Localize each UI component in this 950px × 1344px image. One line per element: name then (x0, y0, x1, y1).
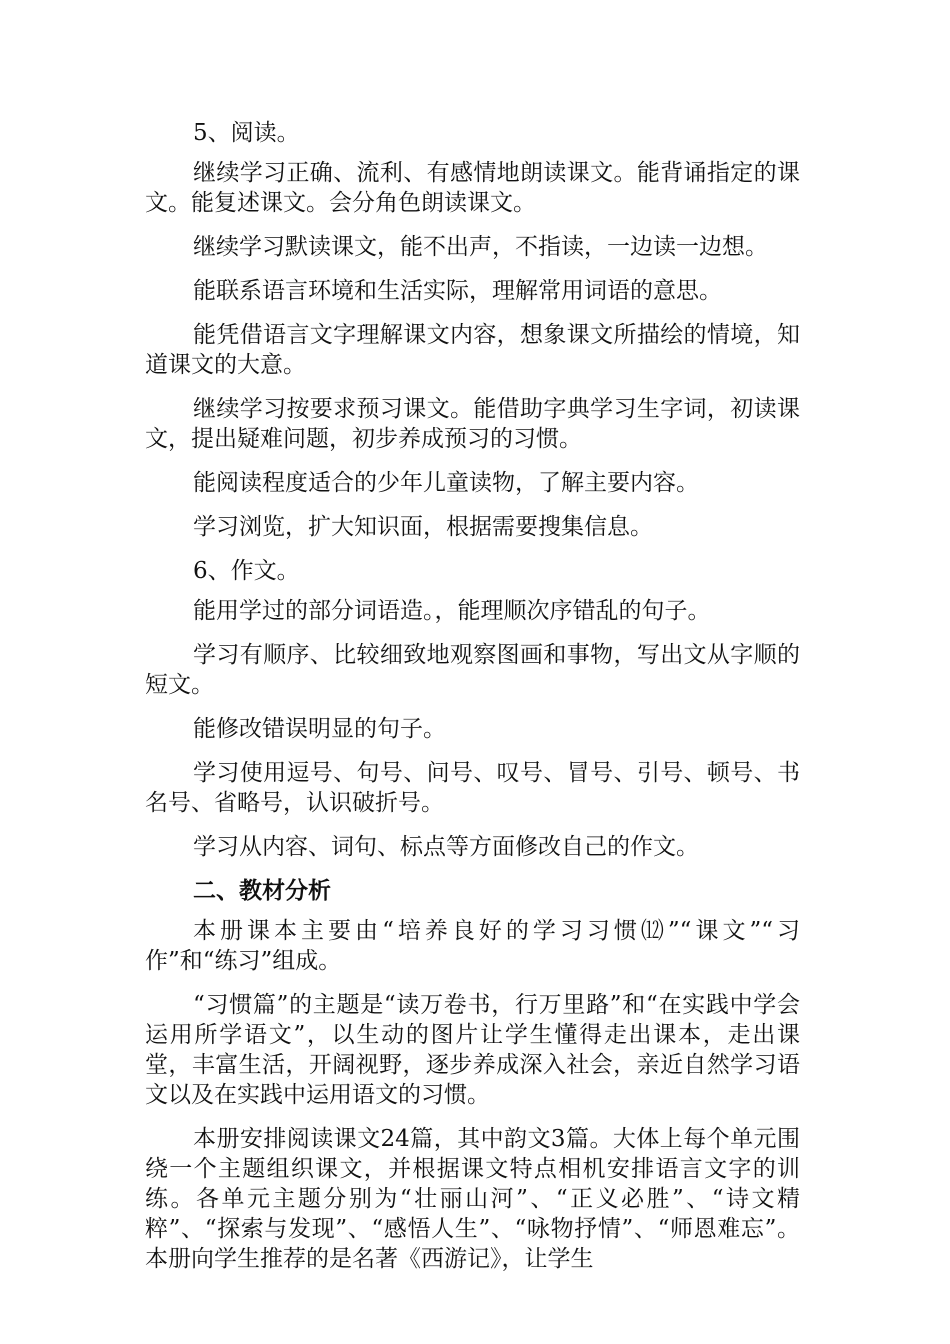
section-heading-reading: 5、阅读。 (193, 120, 300, 146)
body-paragraph: 能联系语言环境和生活实际，理解常用词语的意思。 (193, 278, 722, 304)
section-heading-textbook-analysis: 二、教材分析 (193, 878, 331, 904)
body-paragraph: 能用学过的部分词语造。，能理顺次序错乱的句子。 (193, 598, 711, 624)
body-paragraph: 本册课本主要由“培养良好的学习习惯⑿”“课文”“习作”和“练习”组成。 (145, 918, 800, 974)
body-paragraph: 学习使用逗号、句号、问号、叹号、冒号、引号、顿号、书名号、省略号，认识破折号。 (145, 760, 800, 816)
body-paragraph: 能修改错误明显的句子。 (193, 716, 446, 742)
body-paragraph: 能阅读程度适合的少年儿童读物，了解主要内容。 (193, 470, 699, 496)
body-paragraph: 继续学习默读课文，能不出声，不指读，一边读一边想。 (193, 234, 768, 260)
body-paragraph: 继续学习按要求预习课文。能借助字典学习生字词，初读课文，提出疑难问题，初步养成预习的习惯。 (145, 396, 800, 452)
body-paragraph: “习惯篇”的主题是“读万卷书，行万里路”和“在实践中学会运用所学语文”，以生动的图片让学生懂得走出课本，走出课堂，丰富生活，开阔视野，逐步养成深入社会，亲近自然学习语文以及在实践中运用语文的习惯。 (145, 992, 800, 1108)
body-paragraph: 本册安排阅读课文24篇，其中韵文3篇。大体上每个单元围绕一个主题组织课文，并根据课文特点相机安排语言文字的训练。各单元主题分别为“壮丽山河”、“正义必胜”、“诗文精粹”、“探索与发现”、“感悟人生”、“咏物抒情”、“师恩难忘”。本册向学生推荐的是名著《西游记》，让学生 (145, 1126, 800, 1272)
body-paragraph: 能凭借语言文字理解课文内容，想象课文所描绘的情境，知道课文的大意。 (145, 322, 800, 378)
body-paragraph: 学习从内容、词句、标点等方面修改自己的作文。 (193, 834, 699, 860)
document-body (145, 118, 800, 1288)
section-heading-composition: 6、作文。 (193, 558, 300, 584)
body-paragraph: 学习浏览，扩大知识面，根据需要搜集信息。 (193, 514, 653, 540)
body-paragraph: 学习有顺序、比较细致地观察图画和事物，写出文从字顺的短文。 (145, 642, 800, 698)
body-paragraph: 继续学习正确、流利、有感情地朗读课文。能背诵指定的课文。能复述课文。会分角色朗读课文。 (145, 160, 800, 216)
